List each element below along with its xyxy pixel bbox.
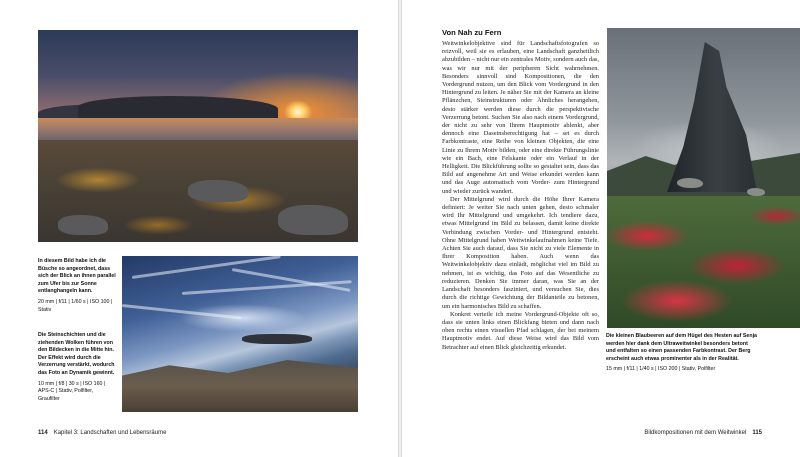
page-number: 114 xyxy=(38,430,48,436)
rock-layers xyxy=(122,360,358,412)
caption-camera-settings: 10 mm | f/8 | 30 s | ISO 160 | APS-C | Stativ, Polfilter, Graufilter xyxy=(38,380,106,402)
running-head: Bildkompositionen mit dem Weitwinkel xyxy=(644,430,747,436)
caption-seascape-photo xyxy=(38,332,116,403)
caption-camera-settings: 15 mm | f/11 | 1/40 s | ISO 200 | Stativ, Polfilter xyxy=(606,366,716,373)
paragraph: Der Mittelgrund wird durch die Höhe Ihrer Kamera definiert: Je weiter Sie nach unten gehen, desto schmaler wird Ihr Mittelgrund und umgekehrt. Ich tendiere dazu, etwas Mittelgrund im Bild zu belassen, damit keine direkte Verbindung zwischen Vorder- und Hintergrund entsteht. Ohne Mittelgrund haben Weitwinkelaufnahmen keine Tiefe. Achten Sie auch darauf, dass Sie nicht zu viele Elemente in Ihrer Komposition haben. Auch wenn das Weitwinkelobjektiv dazu einlädt, möglichst viel im Bild zu nehmen, ist es wichtig, das Foto auf das Wesentliche zu reduzieren. Denken Sie immer daran, was Sie an der Landschaft besonders fasziniert, und versuchen Sie, dies durch die richtige Gewichtung der Bildanteile zu betonen, um ein harmonisches Bild zu schaffen. xyxy=(442,195,599,310)
caption-text: Die kleinen Blaubeeren auf dem Hügel des Hesten auf Senja werden hier dank dem Ultraweitwinkel besonders betont und entfalten so einen passenden Farbkontrast. Der Berg erscheint auch etwas prominenter als in der Realität. xyxy=(606,333,758,362)
section-heading: Von Nah zu Fern xyxy=(442,28,502,37)
paragraph: Weitwinkelobjektive sind für Landschaftsfotografen so reizvoll, weil sie es erlauben, eine Landschaft ganzheitlich abzubilden – nicht nur ein zentrales Motiv, sondern auch das, was wir nur mit der peripheren Sicht wahrnehmen. Besonders sinnvoll sind Kompositionen, die den Vordergrund nutzen, um den Blick vom Vordergrund in den Hintergrund zu leiten. Je näher Sie mit der Kamera an kleine Pflänzchen, Steinstrukturen oder Ähnliches herangehen, desto stärker werden diese durch die perspektivische Verzerrung betont. Suchen Sie also nach einem Vordergrund, der nicht zu sehr von Ihrem Hauptmotiv ablenkt, aber dennoch eine Daseinsberechtigung hat – sei es durch Farbkontraste, eine Reihe von kleinen Objekten, die eine Linie zu Ihrem Motiv bilden, oder eine direkte Führungslinie wie ein Bach, eine Felskante oder ein Verlauf in der Helligkeit. Die Blickführung sollte so gestaltet sein, dass das Bild auf angenehme Art und Weise erkundet werden kann und das Auge automatisch vom Vorder- zum Hintergrund und wieder zurück wandert. xyxy=(442,40,599,195)
foreground-rock xyxy=(58,215,108,235)
foreground-rock xyxy=(188,180,248,202)
left-page xyxy=(0,0,398,457)
cloud-streak xyxy=(122,304,241,320)
caption-mountain-photo xyxy=(606,333,758,374)
caption-camera-settings: 20 mm | f/11 | 1/60 s | ISO 100 | Stativ xyxy=(38,298,113,313)
rock-spire xyxy=(667,42,757,192)
foreground-stone xyxy=(677,178,703,188)
foreground-stone xyxy=(747,188,765,196)
mountain-silhouette xyxy=(78,96,278,120)
lake-reflection xyxy=(38,118,358,140)
paragraph: Konkret verteile ich meine Vordergrund-Objekte oft so, dass sie unten links einen Blickfang bieten und dann nach oben rechts einen visuellen Pfad schlagen, der bei meinem Hauptmotiv endet. Auf diese Weise wird das Bild vom Betrachter auf einen Blick gleichzeitig erkundet. xyxy=(442,310,599,351)
long-exposure-seascape-photo xyxy=(122,256,358,412)
caption-text: In diesem Bild habe ich die Büsche so angeordnet, dass sich der Blick an ihnen parallel zum Ufer bis zur Sonne entlanghangeln kann. xyxy=(38,258,116,295)
body-text xyxy=(442,40,599,352)
running-head: Kapitel 3: Landschaften und Lebensräume xyxy=(53,430,167,436)
caption-text: Die Steinschichten und die ziehenden Wolken führen von den Bildecken in die Mitte hin. Der Effekt wird durch die Verzerrung verstärkt, wodurch das Foto an Dynamik gewinnt. xyxy=(38,332,115,376)
mountain-blueberries-photo xyxy=(607,28,800,328)
foreground-rock xyxy=(278,205,348,235)
folio-right xyxy=(644,430,762,436)
folio-left xyxy=(38,430,166,436)
red-blueberry-bushes xyxy=(607,196,800,328)
page-number: 115 xyxy=(752,430,762,436)
caption-sunset-photo xyxy=(38,258,116,314)
sunset-lake-photo xyxy=(38,30,358,242)
rock-ledge xyxy=(242,334,312,344)
